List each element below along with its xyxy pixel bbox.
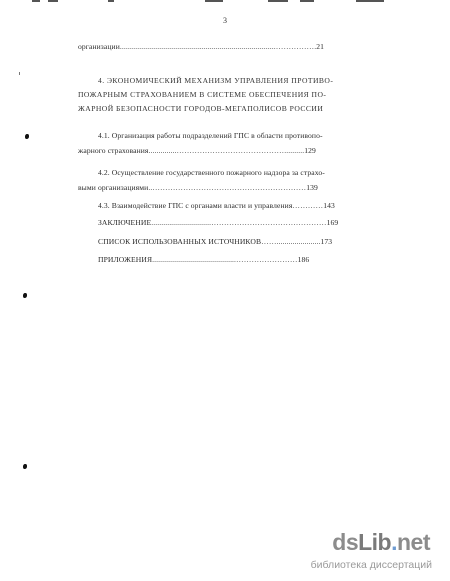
section-4-3 [98, 201, 335, 210]
toc-leader-dots: ……...................... [261, 237, 321, 246]
toc-entry-conclusion [98, 218, 338, 227]
toc-entry-text: 4.3. Взаимодействие ГПС с органами власти и управления [98, 201, 293, 210]
dslib-subtitle: библиотека диссертаций [310, 559, 432, 571]
toc-page-number: 143 [323, 201, 335, 210]
toc-leader-dots: ..............................……………………………………… [151, 218, 327, 227]
toc-entry-text: выми организациями [78, 183, 149, 192]
toc-entry-organizations [78, 42, 324, 51]
toc-page-number: 169 [326, 218, 339, 227]
binding-hole-mark [23, 464, 27, 469]
section-4-1-line-1: 4.1. Организация работы подразделений ГПС в области противопо- [98, 131, 323, 140]
logo-part: net [397, 529, 430, 555]
binding-hole-mark [25, 134, 29, 139]
toc-leader-dots: ..............................................................................……………. [119, 42, 317, 51]
toc-page-number: 139 [306, 183, 318, 192]
toc-leader-dots: ..............…………………………………….......... [148, 146, 305, 155]
chapter-4-heading-line-2: ПОЖАРНЫМ СТРАХОВАНИЕМ В СИСТЕМЕ ОБЕСПЕЧЕНИЯ ПО- [78, 90, 327, 99]
toc-leader-dots: ..…………………………………………………… [148, 183, 307, 192]
section-4-2-line-2 [78, 183, 318, 192]
toc-entry-appendix [98, 255, 309, 264]
logo-part: Lib [358, 529, 392, 555]
section-4-1-line-2 [78, 146, 316, 155]
dslib-logo [332, 529, 430, 556]
toc-entry-text: организации [78, 42, 120, 51]
toc-entry-text: ПРИЛОЖЕНИЯ [98, 255, 153, 264]
logo-part: . [391, 529, 397, 555]
toc-entry-text: СПИСОК ИСПОЛЬЗОВАННЫХ ИСТОЧНИКОВ [98, 237, 262, 246]
chapter-4-heading-line-3: ЖАРНОЙ БЕЗОПАСНОСТИ ГОРОДОВ-МЕГАПОЛИСОВ РОССИИ [78, 104, 324, 113]
toc-entry-text: ЗАКЛЮЧЕНИЕ [98, 218, 152, 227]
binding-hole-mark [23, 293, 27, 298]
toc-entry-sources [98, 237, 332, 246]
dslib-watermark [310, 529, 440, 575]
toc-page-number: 129 [304, 146, 316, 155]
section-4-2-line-1: 4.2. Осуществление государственного пожарного надзора за страхо- [98, 168, 325, 177]
toc-page-number: 173 [320, 237, 333, 246]
toc-page-number: 186 [297, 255, 310, 264]
page-number: 3 [223, 16, 227, 25]
toc-leader-dots: ………… [292, 201, 324, 210]
scan-margin-mark [19, 72, 20, 75]
chapter-4-heading-line-1: 4. ЭКОНОМИЧЕСКИЙ МЕХАНИЗМ УПРАВЛЕНИЯ ПРОТИВО- [98, 76, 334, 85]
toc-page-number: 21 [316, 42, 325, 51]
toc-leader-dots: ..........................................…………………… [152, 255, 298, 264]
toc-entry-text: жарного страхования [78, 146, 149, 155]
logo-part: ds [332, 529, 359, 555]
